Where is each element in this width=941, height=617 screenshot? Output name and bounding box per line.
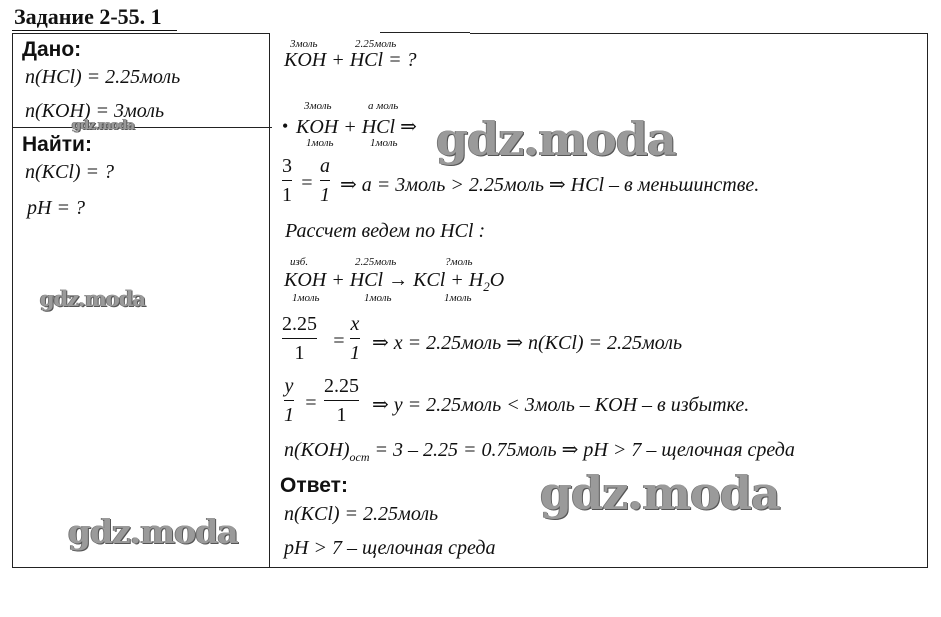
- r7-frac-left: [284, 374, 294, 427]
- r6-frac-left: [282, 312, 317, 365]
- r8-pre: n(KOH): [284, 439, 350, 461]
- fraction-bar: [324, 400, 359, 401]
- r3-frac-left-num: 3: [282, 155, 292, 177]
- r6-frac-right: [350, 312, 360, 365]
- r5-above-koh: изб.: [290, 256, 309, 268]
- r7-frac-right-den: 1: [336, 404, 347, 426]
- r5-below-koh: 1моль: [292, 292, 320, 304]
- r3-frac-right-num: a: [320, 155, 330, 177]
- r6-frac-right-den: 1: [350, 342, 360, 364]
- r8-line: [284, 437, 795, 465]
- r7-conclusion: ⇒ y = 2.25моль < 3моль – KOH – в избытке.: [372, 394, 750, 416]
- find-ph: pH = ?: [27, 197, 85, 219]
- r2-above-hcl: a моль: [368, 100, 399, 112]
- r6-conclusion: ⇒ x = 2.25моль ⇒ n(KCl) = 2.25моль: [372, 332, 683, 354]
- given-find-divider: [12, 127, 272, 128]
- given-header: Дано:: [22, 38, 82, 61]
- answer-kcl: n(KCl) = 2.25моль: [284, 503, 439, 525]
- r7-frac-left-den: 1: [284, 404, 294, 426]
- r7-frac-right: [324, 374, 359, 427]
- r2-above-koh: 3моль: [304, 100, 332, 112]
- answer-header: Ответ:: [280, 474, 348, 497]
- given-hcl: n(HCl) = 2.25моль: [25, 66, 181, 88]
- r8-sub: ост: [349, 450, 370, 464]
- r1-above-koh: 3моль: [290, 38, 318, 50]
- fraction-bar: [320, 180, 330, 181]
- r5-below-kcl: 1моль: [444, 292, 472, 304]
- r2-formula: KOH + HCl ⇒: [296, 116, 417, 138]
- r1-formula: KOH + HCl = ?: [284, 49, 417, 71]
- answer-ph: pH > 7 – щелочная среда: [284, 537, 496, 559]
- watermark: gdz.moda: [68, 512, 238, 551]
- r5-below-hcl: 1моль: [364, 292, 392, 304]
- r1-above-hcl: 2.25моль: [355, 38, 397, 50]
- task-title: Задание 2-55. 1: [14, 4, 162, 29]
- r5-formula-main: KOH + HCl → KCl + H: [284, 269, 484, 291]
- r5-formula-sub: 2: [483, 279, 490, 294]
- r4-text: Рассчет ведем по HCl :: [285, 220, 486, 242]
- r2-below-koh: 1моль: [306, 137, 334, 149]
- r3-conclusion: ⇒ a = 3моль > 2.25моль ⇒ HCl – в меньшинстве.: [340, 174, 760, 196]
- r3-equals: =: [300, 172, 314, 194]
- r5-above-kcl: ?моль: [445, 256, 473, 268]
- watermark: gdz.moda: [436, 112, 676, 166]
- top-border-stub: [380, 32, 470, 33]
- r7-frac-right-num: 2.25: [324, 375, 359, 397]
- watermark: gdz.moda: [72, 118, 135, 133]
- r3-frac-left-den: 1: [282, 184, 292, 206]
- fraction-bar: [282, 338, 317, 339]
- r3-frac-right-den: 1: [320, 184, 330, 206]
- r7-equals: =: [304, 392, 318, 414]
- r2-bullet: •: [282, 116, 289, 136]
- column-divider: [269, 33, 270, 568]
- r6-equals: =: [332, 330, 346, 352]
- r5-formula-tail: O: [489, 269, 505, 291]
- title-underline: [12, 30, 177, 31]
- r7-frac-left-num: y: [284, 375, 294, 397]
- r6-frac-left-den: 1: [294, 342, 305, 364]
- fraction-bar: [350, 338, 360, 339]
- watermark: gdz.moda: [540, 466, 780, 520]
- find-kcl: n(KCl) = ?: [25, 161, 115, 183]
- watermark: gdz.moda: [40, 286, 146, 311]
- r3-frac-right: [320, 154, 330, 207]
- find-header: Найти:: [22, 133, 92, 156]
- given-koh: n(KOH) = 3моль: [25, 100, 165, 122]
- fraction-bar: [284, 400, 294, 401]
- r2-below-hcl: 1моль: [370, 137, 398, 149]
- r3-frac-left: [282, 154, 292, 207]
- r5-above-hcl: 2.25моль: [355, 256, 397, 268]
- r6-frac-left-num: 2.25: [282, 313, 317, 335]
- r6-frac-right-num: x: [350, 313, 360, 335]
- top-border-gap: [270, 30, 470, 36]
- fraction-bar: [282, 180, 292, 181]
- r8-post: = 3 – 2.25 = 0.75моль ⇒ pH > 7 – щелочная среда: [369, 439, 795, 461]
